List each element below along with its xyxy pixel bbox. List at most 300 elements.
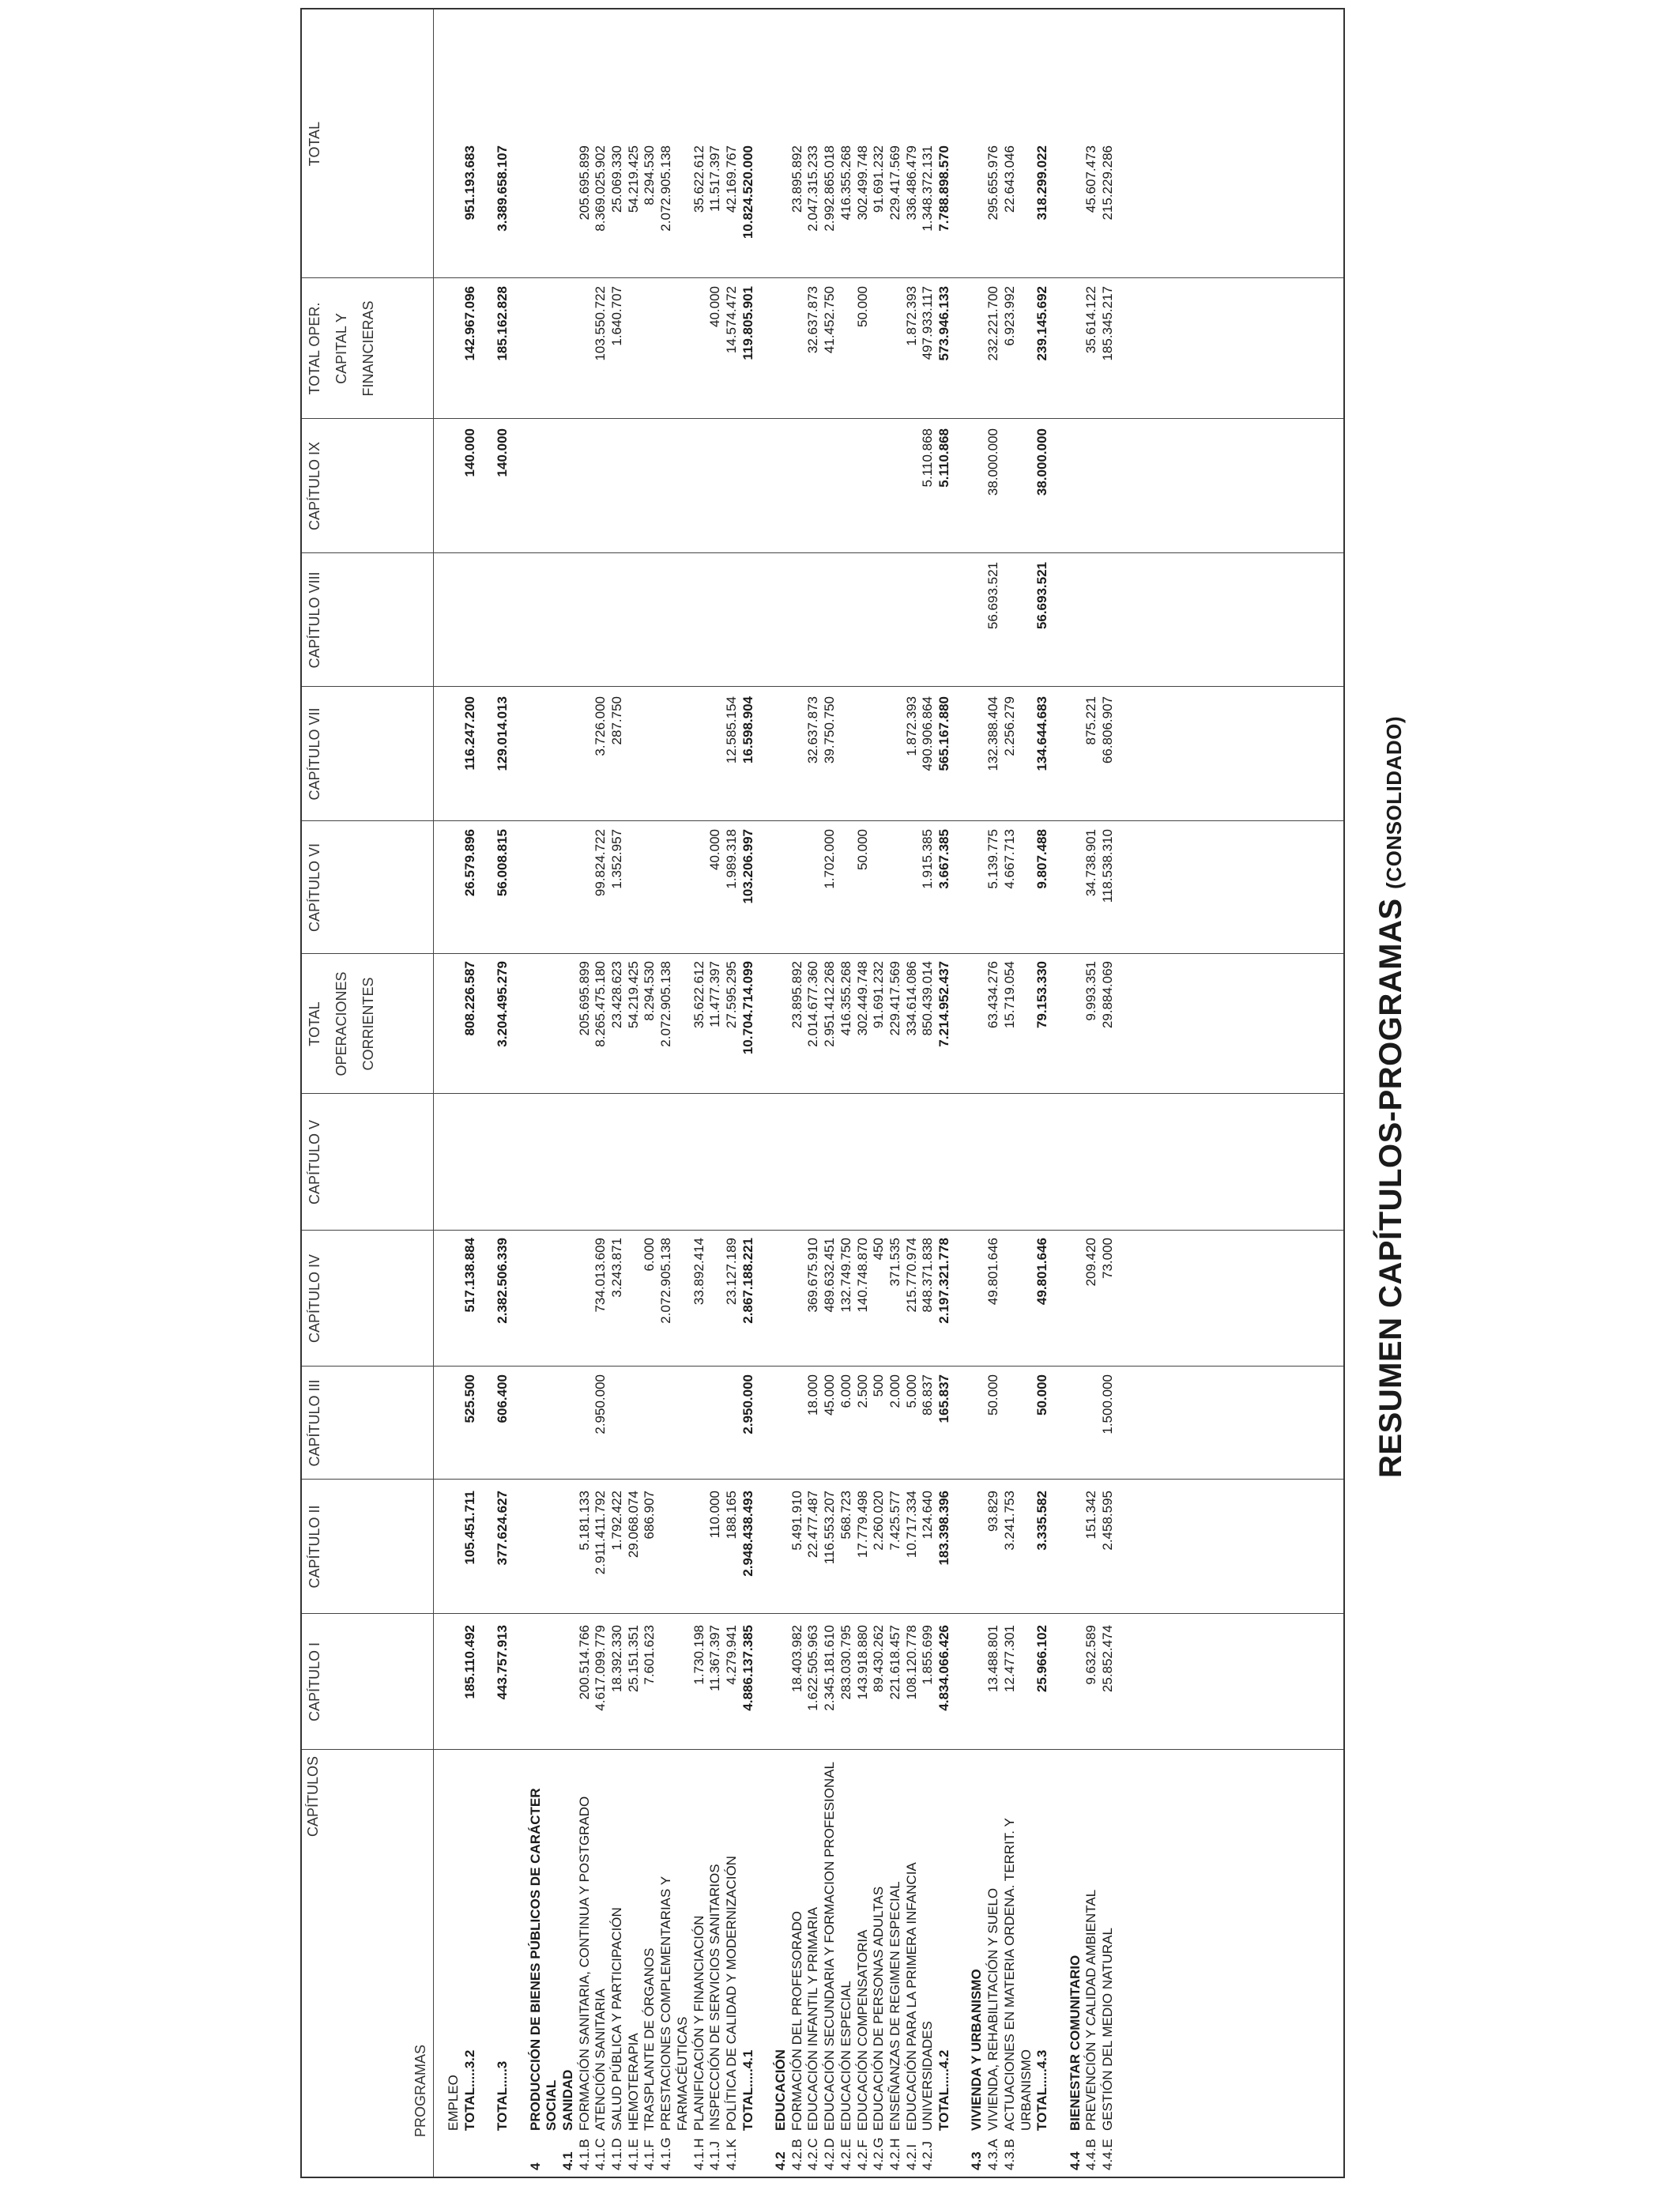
amount-cell: 2.867.188.221 [740, 1238, 755, 1324]
amount-cell: 2.382.506.339 [495, 1238, 510, 1324]
amount-cell: 9.632.589 [1083, 1625, 1099, 1685]
amount-cell: 2.014.677.360 [805, 961, 821, 1047]
amount-cell: 573.946.133 [936, 286, 951, 361]
amount-cell: 2.260.020 [871, 1491, 887, 1551]
amount-cell: 568.723 [838, 1491, 853, 1540]
amount-cell: 140.000 [461, 428, 477, 477]
amount-cell: 39.750.750 [822, 696, 838, 764]
program-code: 4.1.K [723, 2139, 739, 2170]
amount-cell: 56.693.521 [1034, 562, 1050, 630]
amount-cell: 5.181.133 [576, 1491, 592, 1551]
amount-cell: 287.750 [609, 696, 624, 745]
amount-cell: 12.477.301 [1001, 1625, 1017, 1693]
table-row [544, 9, 559, 2177]
amount-cell: 3.726.000 [593, 696, 608, 756]
amount-cell: 22.477.487 [805, 1491, 821, 1559]
page-title [1373, 0, 1409, 2194]
amount-cell: 50.000 [1034, 1374, 1050, 1416]
program-name: TRASPLANTE DE ÓRGANOS [642, 1947, 657, 2131]
amount-cell: 416.355.268 [838, 961, 853, 1036]
table-row [1068, 9, 1083, 2177]
column-header: TOTAL [307, 121, 322, 167]
amount-cell: 6.000 [838, 1374, 853, 1408]
program-name: POLÍTICA DE CALIDAD Y MODERNIZACIÓN [723, 1856, 739, 2131]
program-name: FORMACIÓN DEL PROFESORADO [789, 1910, 804, 2131]
amount-cell: 110.000 [707, 1491, 723, 1539]
amount-cell: 129.014.013 [495, 696, 510, 771]
title-sub: (CONSOLIDADO) [1382, 716, 1406, 889]
table-row [1034, 9, 1049, 2177]
amount-cell: 7.601.623 [642, 1625, 657, 1685]
program-code: 4.3.B [1001, 2139, 1017, 2170]
amount-cell: 25.069.330 [609, 145, 624, 213]
table-row [560, 9, 575, 2177]
amount-cell: 2.000 [887, 1374, 902, 1408]
table-row [904, 9, 919, 2177]
table-row [805, 9, 820, 2177]
amount-cell: 9.993.351 [1083, 961, 1099, 1021]
amount-cell: 2.072.905.138 [658, 1238, 674, 1324]
program-code: 4.1.G [658, 2137, 674, 2170]
table-row [707, 9, 722, 2177]
table-row [773, 9, 788, 2177]
amount-cell: 5.000 [903, 1374, 919, 1408]
amount-cell: 3.389.658.107 [495, 145, 510, 232]
amount-cell: 63.434.276 [985, 961, 1001, 1029]
program-code: 4.1.H [691, 2138, 706, 2170]
program-name: TOTAL.....4.1 [740, 2049, 755, 2131]
amount-cell: 4.834.066.426 [936, 1625, 951, 1711]
program-code: 4.1.B [576, 2139, 592, 2170]
table-row [740, 9, 755, 2177]
column-header: OPERACIONES [333, 971, 349, 1076]
table-row [756, 9, 771, 2177]
amount-cell: 4.617.099.779 [593, 1625, 608, 1711]
table-row [985, 9, 1000, 2177]
program-code: 4.3 [969, 2151, 985, 2170]
summary-table [300, 8, 1345, 2178]
table-row [887, 9, 902, 2177]
amount-cell: 8.294.530 [642, 145, 657, 205]
program-code: 4.1 [559, 2151, 575, 2170]
amount-cell: 1.352.957 [609, 829, 624, 889]
amount-cell: 848.371.838 [920, 1238, 936, 1313]
amount-cell: 165.837 [936, 1374, 951, 1423]
table-row [593, 9, 608, 2177]
amount-cell: 40.000 [707, 286, 723, 327]
amount-cell: 4.279.941 [723, 1625, 739, 1685]
program-name: EDUCACIÓN [773, 2049, 788, 2131]
table-row [609, 9, 624, 2177]
amount-cell: 10.717.334 [903, 1491, 919, 1559]
amount-cell: 500 [871, 1374, 887, 1397]
amount-cell: 336.486.479 [903, 145, 919, 221]
amount-cell: 3.243.871 [609, 1238, 624, 1298]
program-name: PLANIFICACIÓN Y FINANCIACIÓN [691, 1915, 706, 2131]
table-row [871, 9, 886, 2177]
amount-cell: 50.000 [985, 1374, 1001, 1416]
amount-cell: 54.219.425 [625, 145, 641, 213]
table-row [1002, 9, 1017, 2177]
header-programas: PROGRAMAS [412, 2044, 428, 2137]
amount-cell: 8.369.025.902 [593, 145, 608, 232]
amount-cell: 56.693.521 [985, 562, 1001, 630]
amount-cell: 525.500 [461, 1374, 477, 1423]
amount-cell: 1.500.000 [1100, 1374, 1115, 1434]
amount-cell: 18.000 [805, 1374, 821, 1416]
amount-cell: 45.000 [822, 1374, 838, 1416]
amount-cell: 369.675.910 [805, 1238, 821, 1313]
program-name: EDUCACIÓN ESPECIAL [838, 1981, 853, 2131]
amount-cell: 132.388.404 [985, 696, 1001, 771]
table-row [691, 9, 706, 2177]
column-header: CAPÍTULO II [307, 1505, 322, 1589]
program-name: BIENESTAR COMUNITARIO [1067, 1955, 1083, 2131]
program-code: 4.1.C [593, 2138, 608, 2170]
program-code: 4.1.E [625, 2139, 641, 2170]
amount-cell: 7.214.952.437 [936, 961, 951, 1047]
program-name: SANIDAD [559, 2069, 575, 2131]
amount-cell: 1.855.699 [920, 1625, 936, 1685]
amount-cell: 34.738.901 [1083, 829, 1099, 897]
amount-cell: 850.439.014 [920, 961, 936, 1036]
table-row [1083, 9, 1098, 2177]
amount-cell: 302.499.748 [854, 145, 870, 221]
program-code: 4 [527, 2162, 543, 2170]
column-header: TOTAL OPER. [307, 302, 322, 395]
amount-cell: 41.452.750 [822, 286, 838, 354]
amount-cell: 124.640 [920, 1491, 936, 1540]
amount-cell: 108.120.778 [903, 1625, 919, 1700]
amount-cell: 14.574.472 [723, 286, 739, 354]
amount-cell: 23.127.189 [723, 1238, 739, 1306]
program-name: EDUCACIÓN INFANTIL Y PRIMARIA [805, 1906, 821, 2131]
table-row [478, 9, 493, 2177]
table-row [642, 9, 657, 2177]
amount-cell: 140.748.870 [854, 1238, 870, 1313]
table-row [446, 9, 461, 2177]
amount-cell: 2.345.181.610 [822, 1625, 838, 1711]
table-row [789, 9, 804, 2177]
table-row [1100, 9, 1115, 2177]
amount-cell: 1.915.385 [920, 829, 936, 889]
amount-cell: 1.730.198 [691, 1625, 706, 1685]
amount-cell: 11.367.397 [707, 1625, 723, 1691]
table-row [1019, 9, 1034, 2177]
amount-cell: 2.950.000 [593, 1374, 608, 1434]
program-name: PREVENCIÓN Y CALIDAD AMBIENTAL [1083, 1889, 1099, 2131]
amount-cell: 205.695.899 [576, 961, 592, 1036]
amount-cell: 86.837 [920, 1374, 936, 1416]
amount-cell: 40.000 [707, 829, 723, 870]
amount-cell: 443.757.913 [495, 1625, 510, 1700]
amount-cell: 26.579.896 [461, 829, 477, 897]
amount-cell: 103.550.722 [593, 286, 608, 361]
table-row [838, 9, 853, 2177]
amount-cell: 93.829 [985, 1491, 1001, 1532]
amount-cell: 49.801.646 [985, 1238, 1001, 1306]
amount-cell: 215.229.286 [1100, 145, 1115, 221]
program-name: TOTAL.....4.2 [936, 2049, 951, 2131]
amount-cell: 2.458.595 [1100, 1491, 1115, 1551]
table-row [626, 9, 641, 2177]
amount-cell: 377.624.627 [495, 1491, 510, 1566]
amount-cell: 205.695.899 [576, 145, 592, 221]
amount-cell: 416.355.268 [838, 145, 853, 221]
column-header: TOTAL [307, 1001, 322, 1046]
amount-cell: 1.872.393 [903, 286, 919, 346]
amount-cell: 185.110.492 [461, 1625, 477, 1699]
amount-cell: 25.966.102 [1034, 1625, 1050, 1693]
amount-cell: 188.165 [723, 1491, 739, 1540]
program-name: EDUCACIÓN SECUNDARIA Y FORMACION PROFESIONAL [822, 1762, 838, 2131]
header-divider [433, 9, 434, 2177]
amount-cell: 185.345.217 [1100, 286, 1115, 361]
amount-cell: 16.598.904 [740, 696, 755, 764]
amount-cell: 2.911.411.792 [593, 1491, 608, 1575]
amount-cell: 875.221 [1083, 696, 1099, 745]
column-header: CAPÍTULO VIII [307, 571, 322, 669]
program-name: SOCIAL [544, 2079, 559, 2131]
program-name: VIVIENDA Y URBANISMO [969, 1969, 985, 2131]
table-row [495, 9, 510, 2177]
amount-cell: 371.535 [887, 1238, 902, 1287]
amount-cell: 8.294.530 [642, 961, 657, 1021]
program-code: 4.2.J [920, 2141, 936, 2170]
amount-cell: 73.000 [1100, 1238, 1115, 1279]
amount-cell: 686.907 [642, 1491, 657, 1540]
program-name: EDUCACIÓN PARA LA PRIMERA INFANCIA [903, 1862, 919, 2131]
amount-cell: 6.000 [642, 1238, 657, 1272]
program-name: ATENCIÓN SANITARIA [593, 1989, 608, 2131]
amount-cell: 79.153.330 [1034, 961, 1050, 1029]
program-code: 4.2.I [903, 2143, 919, 2170]
amount-cell: 185.162.828 [495, 286, 510, 361]
amount-cell: 45.607.473 [1083, 145, 1099, 213]
table-row [822, 9, 837, 2177]
table-row [1051, 9, 1066, 2177]
amount-cell: 2.072.905.138 [658, 145, 674, 232]
amount-cell: 56.008.815 [495, 829, 510, 897]
amount-cell: 25.151.351 [625, 1625, 641, 1693]
amount-cell: 91.691.232 [871, 961, 887, 1029]
amount-cell: 232.221.700 [985, 286, 1001, 361]
amount-cell: 283.030.795 [838, 1625, 853, 1700]
amount-cell: 7.425.577 [887, 1491, 902, 1551]
amount-cell: 54.219.425 [625, 961, 641, 1029]
program-name: EDUCACIÓN DE PERSONAS ADULTAS [871, 1886, 887, 2131]
amount-cell: 116.247.200 [461, 696, 477, 771]
amount-cell: 606.400 [495, 1374, 510, 1423]
amount-cell: 239.145.692 [1034, 286, 1050, 361]
program-code: 4.2.H [887, 2138, 902, 2170]
amount-cell: 134.644.683 [1034, 696, 1050, 771]
program-name: INSPECCIÓN DE SERVICIOS SANITARIOS [707, 1864, 723, 2131]
amount-cell: 1.792.422 [609, 1491, 624, 1551]
amount-cell: 29.884.069 [1100, 961, 1115, 1029]
table-row [953, 9, 968, 2177]
amount-cell: 18.392.330 [609, 1625, 624, 1693]
header-capitulos: CAPÍTULOS [305, 1756, 321, 1838]
program-name: EDUCACIÓN COMPENSATORIA [854, 1929, 870, 2131]
title-main: RESUMEN CAPÍTULOS-PROGRAMAS [1373, 898, 1408, 1478]
table-row [528, 9, 543, 2177]
table-row [658, 9, 673, 2177]
program-name: EMPLEO [446, 2075, 461, 2131]
amount-cell: 302.449.748 [854, 961, 870, 1036]
amount-cell: 10.824.520.000 [740, 145, 755, 239]
program-name: TOTAL.....4.3 [1034, 2049, 1050, 2131]
amount-cell: 22.643.046 [1001, 145, 1017, 213]
program-code: 4.1.D [609, 2138, 624, 2170]
amount-cell: 2.950.000 [740, 1374, 755, 1434]
amount-cell: 50.000 [854, 286, 870, 327]
program-name: ACTUACIONES EN MATERIA ORDENA. TERRIT. Y [1001, 1818, 1017, 2131]
program-code: 4.2.D [822, 2138, 838, 2170]
amount-cell: 38.000.000 [1034, 428, 1050, 496]
amount-cell: 209.420 [1083, 1238, 1099, 1287]
amount-cell: 142.967.096 [461, 286, 477, 361]
column-header: CAPÍTULO I [307, 1642, 322, 1722]
amount-cell: 33.892.414 [691, 1238, 706, 1306]
amount-cell: 66.806.907 [1100, 696, 1115, 764]
amount-cell: 200.514.766 [576, 1625, 592, 1700]
amount-cell: 450 [871, 1238, 887, 1261]
amount-cell: 229.417.569 [887, 145, 902, 221]
column-header: CAPÍTULO III [307, 1379, 322, 1467]
amount-cell: 1.702.000 [822, 829, 838, 889]
column-header: CAPÍTULO IX [307, 441, 322, 531]
amount-cell: 215.770.974 [903, 1238, 919, 1313]
amount-cell: 5.110.868 [936, 428, 951, 488]
program-name: ENSEÑANZAS DE REGIMEN ESPECIAL [887, 1881, 902, 2131]
amount-cell: 9.807.488 [1034, 829, 1050, 889]
amount-cell: 2.500 [854, 1374, 870, 1408]
program-name: FARMACÉUTICAS [674, 2016, 690, 2131]
amount-cell: 99.824.722 [593, 829, 608, 897]
column-header: CAPÍTULO VII [307, 707, 322, 801]
amount-cell: 10.704.714.099 [740, 961, 755, 1055]
amount-cell: 132.749.750 [838, 1238, 853, 1313]
program-name: HEMOTERAPIA [625, 2033, 641, 2131]
amount-cell: 490.906.864 [920, 696, 936, 771]
column-header: CORRIENTES [360, 977, 376, 1071]
column-header: FINANCIERAS [360, 300, 376, 397]
program-code: 4.4 [1067, 2151, 1083, 2170]
program-name: TOTAL.....3 [495, 2060, 510, 2131]
program-code: 4.1.F [642, 2139, 657, 2170]
amount-cell: 29.068.074 [625, 1491, 641, 1559]
amount-cell: 23.895.892 [789, 961, 804, 1029]
amount-cell: 5.491.910 [789, 1491, 804, 1551]
amount-cell: 35.622.612 [691, 961, 706, 1029]
amount-cell: 6.923.992 [1001, 286, 1017, 346]
column-header: CAPÍTULO V [307, 1119, 322, 1205]
amount-cell: 565.167.880 [936, 696, 951, 771]
amount-cell: 116.553.207 [822, 1491, 838, 1565]
amount-cell: 489.632.451 [822, 1238, 838, 1313]
amount-cell: 35.614.122 [1083, 286, 1099, 354]
program-code: 4.4.B [1083, 2139, 1099, 2170]
amount-cell: 3.335.582 [1034, 1491, 1050, 1551]
amount-cell: 32.637.873 [805, 696, 821, 764]
amount-cell: 2.047.315.233 [805, 145, 821, 232]
amount-cell: 5.110.868 [920, 428, 936, 488]
amount-cell: 8.265.475.180 [593, 961, 608, 1047]
program-code: 4.2.C [805, 2138, 821, 2170]
table-row [855, 9, 870, 2177]
amount-cell: 42.169.767 [723, 145, 739, 213]
amount-cell: 517.138.884 [461, 1238, 477, 1313]
program-name: URBANISMO [1018, 2049, 1034, 2131]
amount-cell: 334.614.086 [903, 961, 919, 1036]
amount-cell: 27.595.295 [723, 961, 739, 1029]
amount-cell: 1.622.505.963 [805, 1625, 821, 1711]
amount-cell: 808.226.587 [461, 961, 477, 1036]
table-row [724, 9, 739, 2177]
amount-cell: 17.779.498 [854, 1491, 870, 1559]
program-code: 4.2.F [854, 2139, 870, 2170]
amount-cell: 497.933.117 [920, 286, 936, 360]
amount-cell: 1.640.707 [609, 286, 624, 346]
amount-cell: 229.417.569 [887, 961, 902, 1036]
amount-cell: 15.719.054 [1001, 961, 1017, 1029]
program-code: 4.2.E [838, 2139, 853, 2170]
amount-cell: 5.139.775 [985, 829, 1001, 889]
column-header: CAPÍTULO VI [307, 843, 322, 933]
amount-cell: 50.000 [854, 829, 870, 870]
amount-cell: 49.801.646 [1034, 1238, 1050, 1306]
amount-cell: 11.517.397 [707, 145, 723, 212]
program-code: 4.2.B [789, 2139, 804, 2170]
table-row [511, 9, 526, 2177]
program-name: TOTAL.....3.2 [461, 2049, 477, 2131]
amount-cell: 25.852.474 [1100, 1625, 1115, 1693]
amount-cell: 3.204.495.279 [495, 961, 510, 1047]
table-row [969, 9, 984, 2177]
amount-cell: 105.451.711 [461, 1491, 477, 1565]
amount-cell: 951.193.683 [461, 145, 477, 221]
program-code: 4.2.G [871, 2137, 887, 2170]
amount-cell: 221.618.457 [887, 1625, 902, 1700]
amount-cell: 318.299.022 [1034, 145, 1050, 221]
amount-cell: 12.585.154 [723, 696, 739, 764]
amount-cell: 2.948.438.493 [740, 1491, 755, 1577]
program-name: FORMACIÓN SANITARIA, CONTINUA Y POSTGRADO [576, 1796, 592, 2131]
program-name: PRODUCCIÓN DE BIENES PÚBLICOS DE CARÁCTER [527, 1788, 543, 2131]
amount-cell: 183.398.396 [936, 1491, 951, 1566]
amount-cell: 151.342 [1083, 1491, 1099, 1540]
table-row [675, 9, 690, 2177]
amount-cell: 11.477.397 [707, 961, 723, 1027]
amount-cell: 91.691.232 [871, 145, 887, 213]
program-name: GESTIÓN DEL MEDIO NATURAL [1100, 1928, 1115, 2131]
table-row [920, 9, 935, 2177]
amount-cell: 7.788.898.570 [936, 145, 951, 232]
amount-cell: 3.667.385 [936, 829, 951, 889]
amount-cell: 1.872.393 [903, 696, 919, 756]
program-name: UNIVERSIDADES [920, 2021, 936, 2131]
program-name: PRESTACIONES COMPLEMENTARIAS Y [658, 1875, 674, 2131]
amount-cell: 1.348.372.131 [920, 145, 936, 232]
program-name: SALUD PÚBLICA Y PARTICIPACIÓN [609, 1907, 624, 2131]
amount-cell: 23.428.623 [609, 961, 624, 1029]
amount-cell: 35.622.612 [691, 145, 706, 213]
amount-cell: 32.637.873 [805, 286, 821, 354]
amount-cell: 103.206.997 [740, 829, 755, 904]
amount-cell: 4.667.713 [1001, 829, 1017, 889]
table-row [936, 9, 951, 2177]
